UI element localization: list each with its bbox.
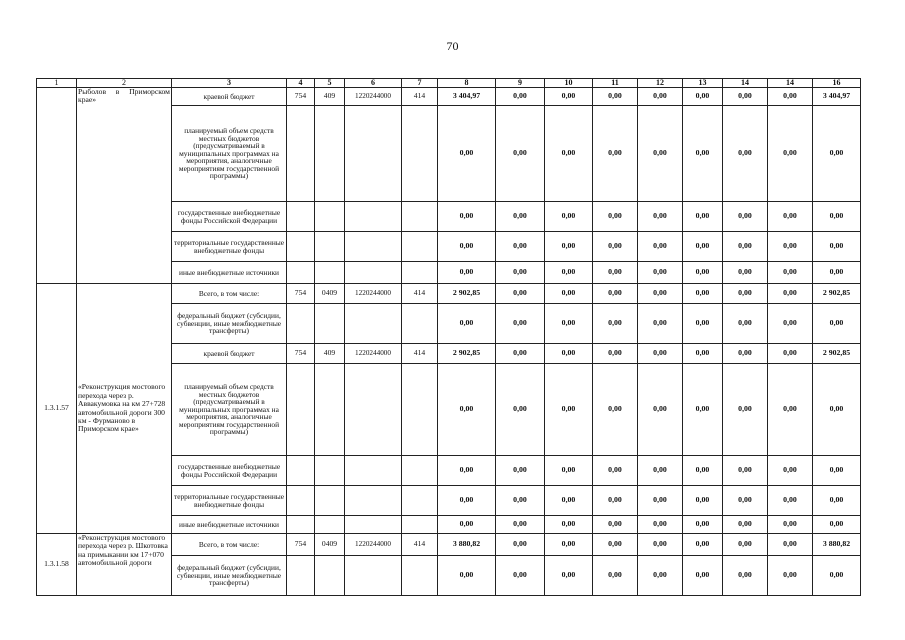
code-c5 bbox=[315, 232, 345, 262]
code-c7 bbox=[402, 556, 438, 596]
amount-cell: 0,00 bbox=[545, 232, 593, 262]
amount-cell: 0,00 bbox=[723, 456, 768, 486]
funding-source: государственные внебюджетные фонды Российской Федерации bbox=[172, 202, 287, 232]
amount-cell: 0,00 bbox=[768, 106, 813, 202]
amount-cell: 0,00 bbox=[496, 106, 545, 202]
amount-cell: 0,00 bbox=[683, 304, 723, 344]
amount-cell: 0,00 bbox=[593, 516, 638, 534]
item-name: «Реконструкция мостового перехода через р. Аввакумовка на км 27+728 автомобильной дороги 300 км - Фурманово в Приморском крае» bbox=[77, 284, 172, 534]
header-cell: 3 bbox=[172, 79, 287, 88]
amount-cell: 0,00 bbox=[593, 364, 638, 456]
amount-cell: 0,00 bbox=[723, 106, 768, 202]
amount-cell: 0,00 bbox=[768, 456, 813, 486]
amount-cell: 0,00 bbox=[593, 556, 638, 596]
amount-cell: 0,00 bbox=[638, 304, 683, 344]
code-c7 bbox=[402, 106, 438, 202]
amount-cell: 0,00 bbox=[545, 106, 593, 202]
amount-cell: 0,00 bbox=[683, 106, 723, 202]
code-c7 bbox=[402, 456, 438, 486]
amount-cell: 0,00 bbox=[768, 232, 813, 262]
amount-cell: 0,00 bbox=[593, 456, 638, 486]
amount-cell: 0,00 bbox=[496, 364, 545, 456]
amount-cell: 0,00 bbox=[593, 486, 638, 516]
code-c4 bbox=[287, 262, 315, 284]
amount-cell: 0,00 bbox=[813, 364, 861, 456]
amount-cell: 0,00 bbox=[545, 364, 593, 456]
item-number: 1.3.1.57 bbox=[37, 284, 77, 534]
amount-cell: 0,00 bbox=[593, 88, 638, 106]
funding-source: Всего, в том числе: bbox=[172, 284, 287, 304]
amount-cell: 0,00 bbox=[683, 486, 723, 516]
header-cell: 10 bbox=[545, 79, 593, 88]
amount-cell: 0,00 bbox=[768, 556, 813, 596]
amount-cell: 0,00 bbox=[638, 556, 683, 596]
code-c5 bbox=[315, 456, 345, 486]
code-c7 bbox=[402, 202, 438, 232]
code-c7 bbox=[402, 304, 438, 344]
funding-source: планируемый объем средств местных бюджетов (предусматриваемый в муниципальных программах на мероприятия, аналогичные мероприятиям государственной программы) bbox=[172, 106, 287, 202]
header-cell: 9 bbox=[496, 79, 545, 88]
amount-cell: 0,00 bbox=[723, 344, 768, 364]
amount-cell: 0,00 bbox=[593, 106, 638, 202]
code-c5 bbox=[315, 364, 345, 456]
amount-cell: 0,00 bbox=[768, 534, 813, 556]
code-c6 bbox=[345, 304, 402, 344]
amount-cell: 0,00 bbox=[723, 556, 768, 596]
amount-cell: 0,00 bbox=[593, 202, 638, 232]
amount-cell: 0,00 bbox=[723, 304, 768, 344]
amount-cell: 0,00 bbox=[593, 344, 638, 364]
code-c7 bbox=[402, 262, 438, 284]
amount-cell: 0,00 bbox=[768, 344, 813, 364]
amount-cell: 0,00 bbox=[593, 284, 638, 304]
code-c4 bbox=[287, 486, 315, 516]
funding-source: территориальные государственные внебюджетные фонды bbox=[172, 486, 287, 516]
amount-cell: 0,00 bbox=[683, 284, 723, 304]
amount-cell: 0,00 bbox=[545, 456, 593, 486]
header-cell: 14 bbox=[723, 79, 768, 88]
amount-cell: 0,00 bbox=[683, 516, 723, 534]
amount-cell: 0,00 bbox=[593, 304, 638, 344]
amount-cell: 0,00 bbox=[638, 262, 683, 284]
funding-source: государственные внебюджетные фонды Российской Федерации bbox=[172, 456, 287, 486]
table-row bbox=[37, 88, 861, 106]
amount-cell: 0,00 bbox=[496, 534, 545, 556]
amount-cell: 0,00 bbox=[768, 262, 813, 284]
amount-cell: 0,00 bbox=[813, 106, 861, 202]
amount-cell: 0,00 bbox=[496, 284, 545, 304]
header-cell: 12 bbox=[638, 79, 683, 88]
amount-cell: 0,00 bbox=[813, 556, 861, 596]
amount-cell: 0,00 bbox=[683, 534, 723, 556]
code-c5: 0409 bbox=[315, 534, 345, 556]
amount-cell: 0,00 bbox=[723, 202, 768, 232]
amount-cell: 0,00 bbox=[638, 88, 683, 106]
amount-cell: 0,00 bbox=[638, 486, 683, 516]
amount-cell: 0,00 bbox=[593, 262, 638, 284]
amount-cell: 0,00 bbox=[683, 556, 723, 596]
code-c4 bbox=[287, 202, 315, 232]
amount-cell: 0,00 bbox=[438, 262, 496, 284]
header-cell: 11 bbox=[593, 79, 638, 88]
amount-cell: 0,00 bbox=[545, 88, 593, 106]
code-c4 bbox=[287, 456, 315, 486]
amount-cell: 3 404,97 bbox=[813, 88, 861, 106]
amount-cell: 0,00 bbox=[768, 202, 813, 232]
amount-cell: 0,00 bbox=[496, 88, 545, 106]
code-c5 bbox=[315, 262, 345, 284]
amount-cell: 0,00 bbox=[496, 304, 545, 344]
table-row bbox=[37, 534, 861, 556]
header-cell: 5 bbox=[315, 79, 345, 88]
amount-cell: 0,00 bbox=[438, 556, 496, 596]
header-cell: 16 bbox=[813, 79, 861, 88]
amount-cell: 0,00 bbox=[768, 88, 813, 106]
funding-source: планируемый объем средств местных бюджетов (предусматриваемый в муниципальных программах на мероприятия, аналогичные мероприятиям государственной программы) bbox=[172, 364, 287, 456]
amount-cell: 0,00 bbox=[813, 202, 861, 232]
header-cell: 14 bbox=[768, 79, 813, 88]
amount-cell: 0,00 bbox=[723, 88, 768, 106]
amount-cell: 0,00 bbox=[723, 364, 768, 456]
amount-cell: 0,00 bbox=[545, 516, 593, 534]
funding-source: иные внебюджетные источники bbox=[172, 516, 287, 534]
amount-cell: 0,00 bbox=[496, 232, 545, 262]
item-name: «Реконструкция мостового перехода через р. Шкотовка на примыкании км 17+070 автомобильной дороги bbox=[77, 534, 172, 596]
item-number: 1.3.1.58 bbox=[37, 534, 77, 596]
amount-cell: 0,00 bbox=[683, 262, 723, 284]
funding-source: краевой бюджет bbox=[172, 344, 287, 364]
code-c6: 1220244000 bbox=[345, 88, 402, 106]
amount-cell: 0,00 bbox=[723, 486, 768, 516]
code-c5 bbox=[315, 556, 345, 596]
amount-cell: 2 902,85 bbox=[438, 284, 496, 304]
amount-cell: 0,00 bbox=[438, 232, 496, 262]
amount-cell: 0,00 bbox=[438, 456, 496, 486]
amount-cell: 2 902,85 bbox=[813, 284, 861, 304]
code-c6 bbox=[345, 456, 402, 486]
budget-table bbox=[36, 78, 861, 596]
amount-cell: 0,00 bbox=[496, 456, 545, 486]
amount-cell: 0,00 bbox=[638, 106, 683, 202]
amount-cell: 0,00 bbox=[438, 364, 496, 456]
funding-source: территориальные государственные внебюджетные фонды bbox=[172, 232, 287, 262]
amount-cell: 3 404,97 bbox=[438, 88, 496, 106]
funding-source: краевой бюджет bbox=[172, 88, 287, 106]
amount-cell: 0,00 bbox=[723, 232, 768, 262]
code-c5 bbox=[315, 486, 345, 516]
amount-cell: 0,00 bbox=[496, 556, 545, 596]
code-c4: 754 bbox=[287, 284, 315, 304]
code-c4 bbox=[287, 232, 315, 262]
amount-cell: 0,00 bbox=[813, 516, 861, 534]
amount-cell: 0,00 bbox=[723, 534, 768, 556]
funding-source: федеральный бюджет (субсидии, субвенции, иные межбюджетные трансферты) bbox=[172, 304, 287, 344]
code-c6: 1220244000 bbox=[345, 534, 402, 556]
code-c6 bbox=[345, 202, 402, 232]
amount-cell: 0,00 bbox=[683, 456, 723, 486]
amount-cell: 0,00 bbox=[813, 232, 861, 262]
code-c7: 414 bbox=[402, 88, 438, 106]
amount-cell: 0,00 bbox=[638, 456, 683, 486]
amount-cell: 0,00 bbox=[496, 202, 545, 232]
amount-cell: 0,00 bbox=[438, 202, 496, 232]
amount-cell: 0,00 bbox=[768, 304, 813, 344]
funding-source: федеральный бюджет (субсидии, субвенции, иные межбюджетные трансферты) bbox=[172, 556, 287, 596]
amount-cell: 0,00 bbox=[768, 364, 813, 456]
amount-cell: 0,00 bbox=[638, 284, 683, 304]
amount-cell: 0,00 bbox=[723, 284, 768, 304]
amount-cell: 0,00 bbox=[545, 556, 593, 596]
page-number: 70 bbox=[446, 39, 459, 53]
amount-cell: 0,00 bbox=[813, 486, 861, 516]
code-c5: 0409 bbox=[315, 284, 345, 304]
header-cell: 13 bbox=[683, 79, 723, 88]
amount-cell: 0,00 bbox=[496, 262, 545, 284]
code-c4 bbox=[287, 304, 315, 344]
header-cell: 7 bbox=[402, 79, 438, 88]
amount-cell: 0,00 bbox=[545, 486, 593, 516]
amount-cell: 0,00 bbox=[593, 232, 638, 262]
code-c5 bbox=[315, 304, 345, 344]
code-c4 bbox=[287, 556, 315, 596]
amount-cell: 3 880,82 bbox=[813, 534, 861, 556]
amount-cell: 0,00 bbox=[545, 304, 593, 344]
amount-cell: 0,00 bbox=[545, 202, 593, 232]
code-c6 bbox=[345, 262, 402, 284]
header-cell: 4 bbox=[287, 79, 315, 88]
amount-cell: 2 902,85 bbox=[438, 344, 496, 364]
table-row bbox=[37, 284, 861, 304]
amount-cell: 0,00 bbox=[545, 262, 593, 284]
code-c7 bbox=[402, 486, 438, 516]
amount-cell: 0,00 bbox=[545, 534, 593, 556]
amount-cell: 0,00 bbox=[593, 534, 638, 556]
amount-cell: 0,00 bbox=[768, 284, 813, 304]
amount-cell: 0,00 bbox=[813, 304, 861, 344]
code-c6 bbox=[345, 556, 402, 596]
funding-source: Всего, в том числе: bbox=[172, 534, 287, 556]
code-c4: 754 bbox=[287, 534, 315, 556]
amount-cell: 0,00 bbox=[638, 202, 683, 232]
code-c5: 409 bbox=[315, 344, 345, 364]
amount-cell: 0,00 bbox=[638, 516, 683, 534]
item-name: Рыболов в Приморском крае» bbox=[77, 88, 172, 284]
code-c7: 414 bbox=[402, 344, 438, 364]
amount-cell: 0,00 bbox=[723, 262, 768, 284]
code-c5 bbox=[315, 106, 345, 202]
amount-cell: 0,00 bbox=[683, 202, 723, 232]
header-cell: 6 bbox=[345, 79, 402, 88]
amount-cell: 0,00 bbox=[438, 486, 496, 516]
amount-cell: 0,00 bbox=[683, 344, 723, 364]
code-c6 bbox=[345, 516, 402, 534]
code-c6 bbox=[345, 106, 402, 202]
amount-cell: 0,00 bbox=[683, 232, 723, 262]
code-c5 bbox=[315, 202, 345, 232]
amount-cell: 0,00 bbox=[638, 364, 683, 456]
amount-cell: 0,00 bbox=[638, 534, 683, 556]
code-c4 bbox=[287, 516, 315, 534]
amount-cell: 0,00 bbox=[496, 344, 545, 364]
code-c4: 754 bbox=[287, 344, 315, 364]
code-c7: 414 bbox=[402, 284, 438, 304]
amount-cell: 0,00 bbox=[813, 262, 861, 284]
code-c6 bbox=[345, 486, 402, 516]
amount-cell: 0,00 bbox=[813, 456, 861, 486]
code-c5: 409 bbox=[315, 88, 345, 106]
amount-cell: 0,00 bbox=[545, 344, 593, 364]
amount-cell: 0,00 bbox=[768, 486, 813, 516]
amount-cell: 0,00 bbox=[683, 88, 723, 106]
amount-cell: 0,00 bbox=[496, 516, 545, 534]
code-c5 bbox=[315, 516, 345, 534]
amount-cell: 0,00 bbox=[638, 344, 683, 364]
code-c4 bbox=[287, 364, 315, 456]
amount-cell: 0,00 bbox=[638, 232, 683, 262]
code-c6: 1220244000 bbox=[345, 344, 402, 364]
amount-cell: 3 880,82 bbox=[438, 534, 496, 556]
code-c7 bbox=[402, 364, 438, 456]
header-cell: 1 bbox=[37, 79, 77, 88]
header-cell: 8 bbox=[438, 79, 496, 88]
code-c6 bbox=[345, 364, 402, 456]
amount-cell: 0,00 bbox=[683, 364, 723, 456]
amount-cell: 0,00 bbox=[438, 106, 496, 202]
header-cell: 2 bbox=[77, 79, 172, 88]
amount-cell: 0,00 bbox=[496, 486, 545, 516]
amount-cell: 0,00 bbox=[768, 516, 813, 534]
amount-cell: 0,00 bbox=[438, 516, 496, 534]
code-c7 bbox=[402, 516, 438, 534]
amount-cell: 0,00 bbox=[723, 516, 768, 534]
header-row bbox=[37, 79, 861, 88]
code-c6: 1220244000 bbox=[345, 284, 402, 304]
code-c4: 754 bbox=[287, 88, 315, 106]
code-c7: 414 bbox=[402, 534, 438, 556]
amount-cell: 2 902,85 bbox=[813, 344, 861, 364]
funding-source: иные внебюджетные источники bbox=[172, 262, 287, 284]
item-number bbox=[37, 88, 77, 284]
code-c6 bbox=[345, 232, 402, 262]
amount-cell: 0,00 bbox=[438, 304, 496, 344]
amount-cell: 0,00 bbox=[545, 284, 593, 304]
code-c4 bbox=[287, 106, 315, 202]
code-c7 bbox=[402, 232, 438, 262]
